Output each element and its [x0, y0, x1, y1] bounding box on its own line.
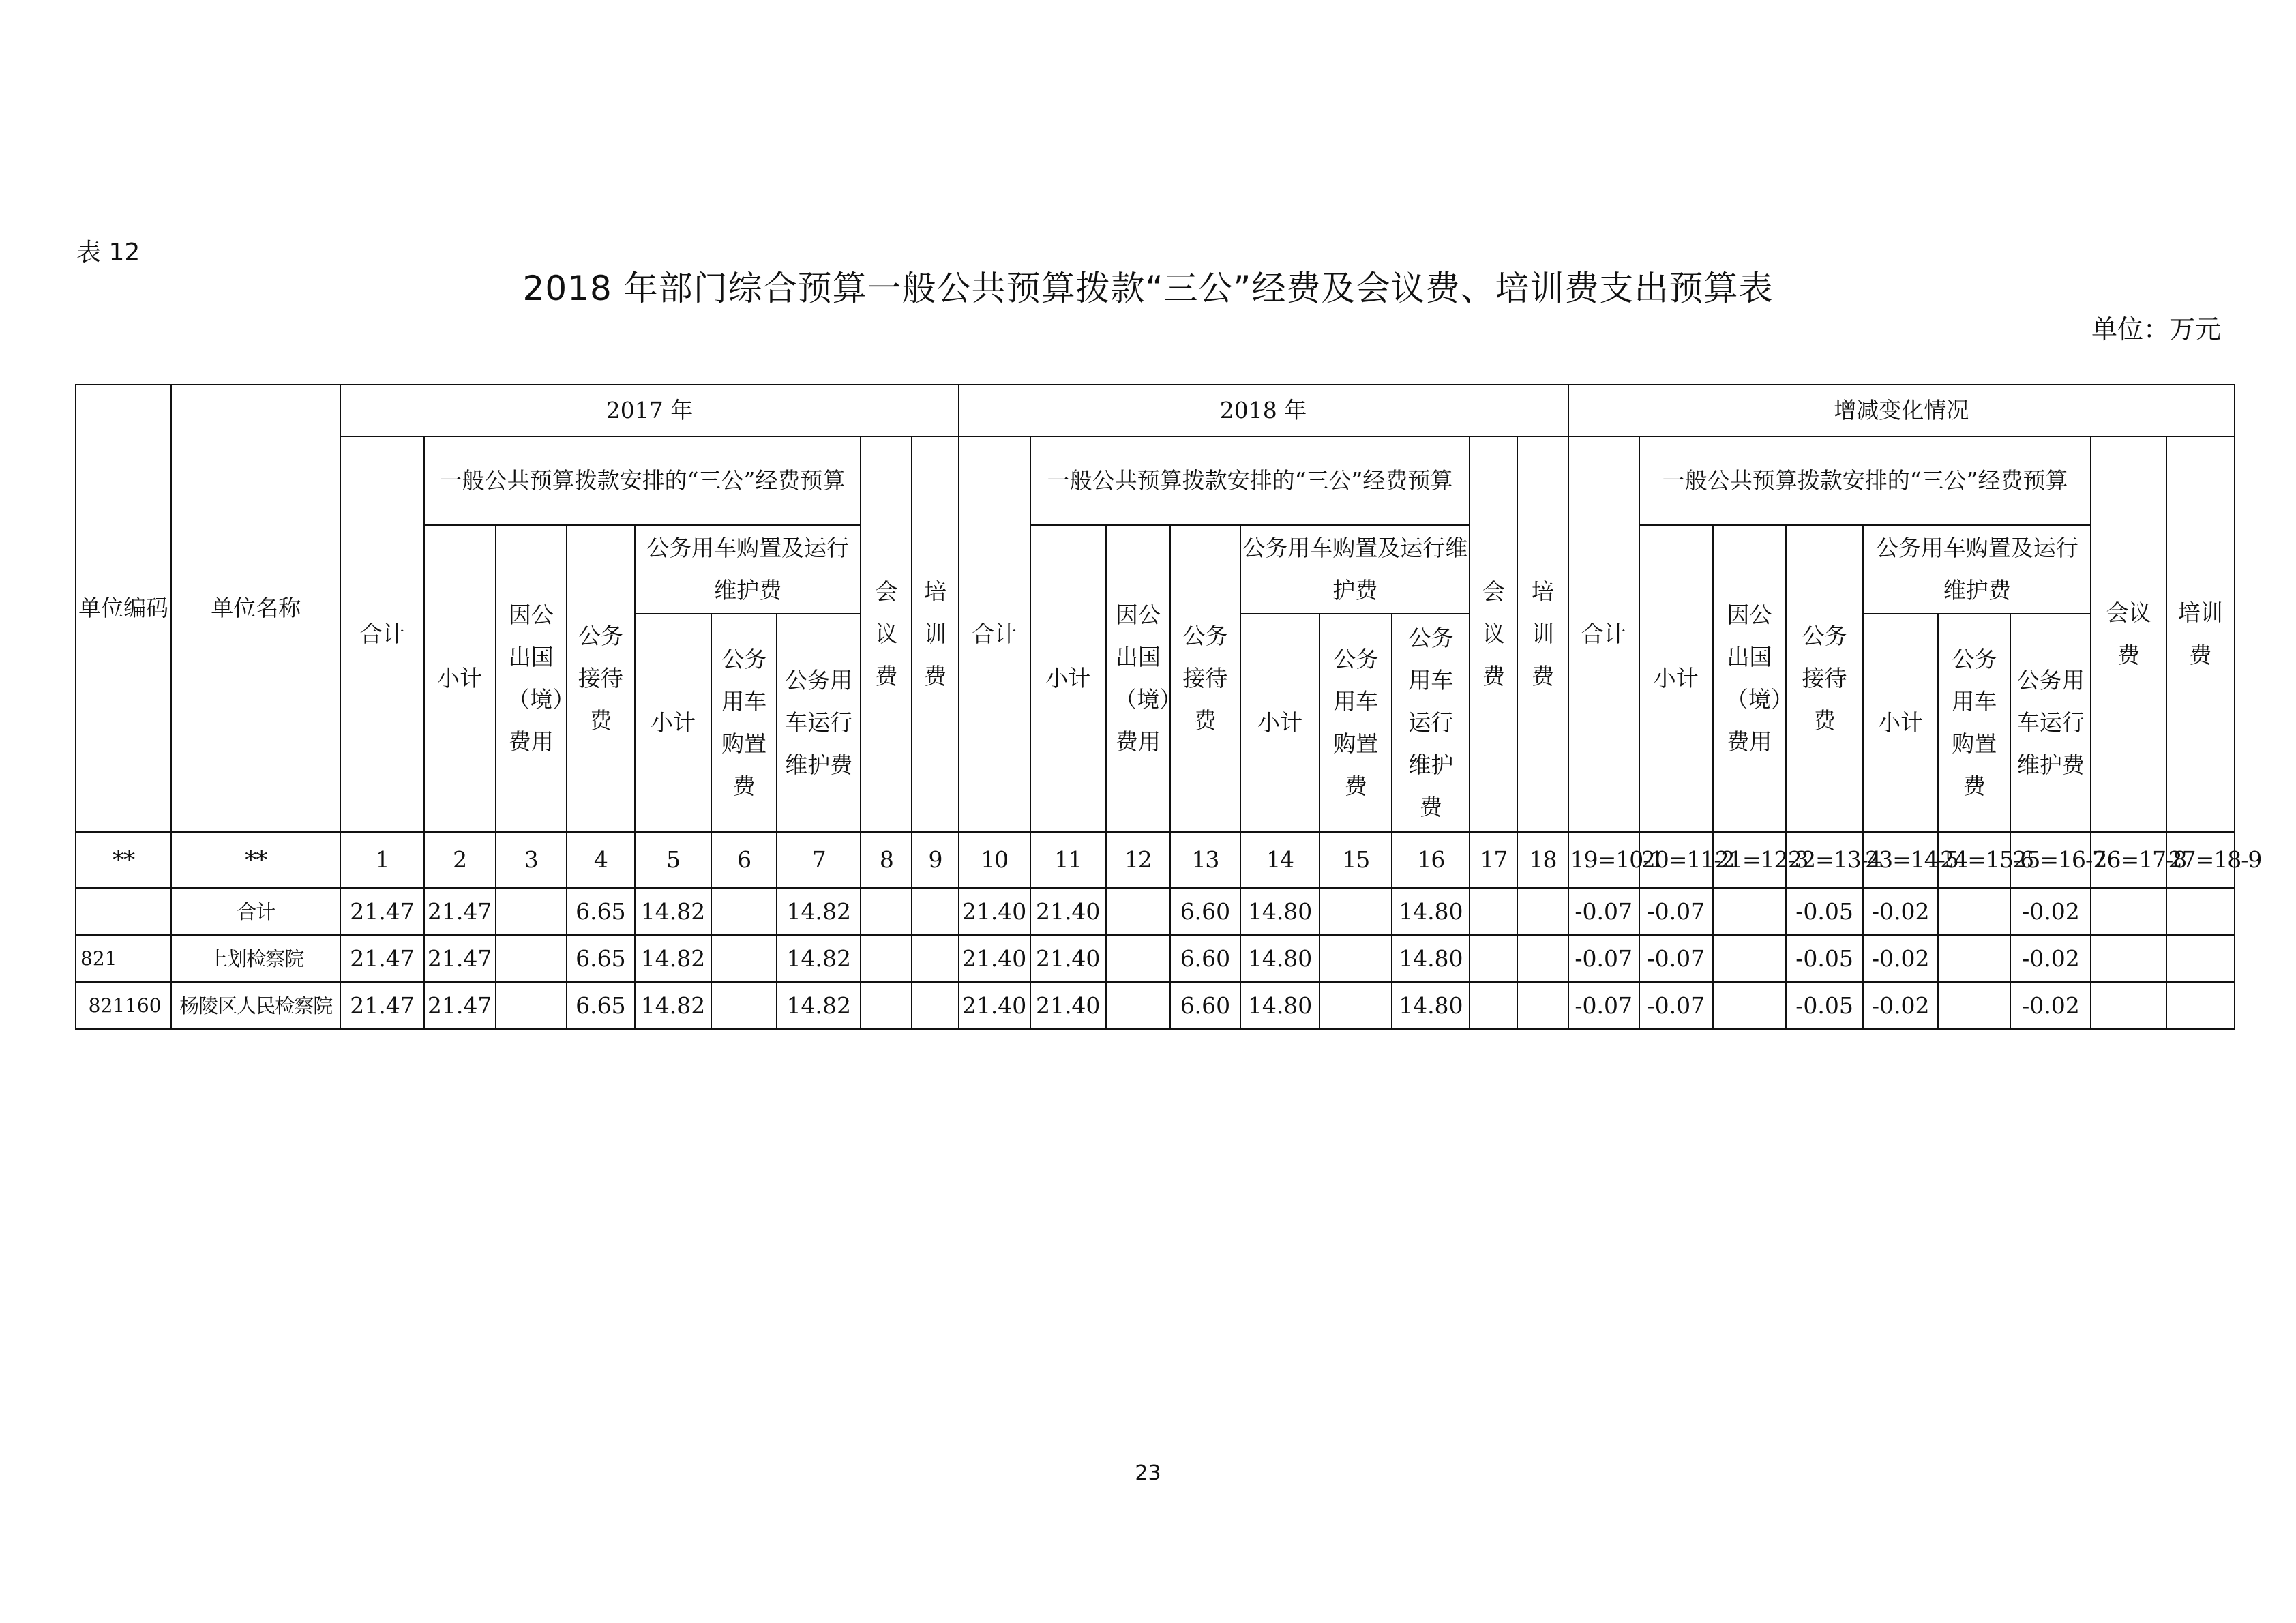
value-cell — [1320, 888, 1392, 935]
index-cell: ** — [76, 832, 171, 888]
value-cell: 14.80 — [1392, 935, 1470, 982]
col-2017-vehicle-subtotal: 小计 — [635, 614, 711, 832]
value-cell: -0.02 — [2010, 935, 2091, 982]
value-cell — [2166, 935, 2235, 982]
value-cell: -0.05 — [1786, 935, 1863, 982]
table-body — [76, 832, 2262, 1029]
value-cell — [861, 888, 912, 935]
value-cell — [711, 982, 777, 1029]
col-2017-training: 培训费 — [912, 436, 958, 832]
group-2018-vehicle: 公务用车购置及运行维护费 — [1240, 525, 1470, 614]
group-2017-sangong: 一般公共预算拨款安排的“三公”经费预算 — [424, 436, 861, 525]
value-cell — [1106, 935, 1170, 982]
value-cell: 21.40 — [1030, 935, 1106, 982]
value-cell: -0.05 — [1786, 982, 1863, 1029]
page-number: 23 — [1135, 1461, 1161, 1485]
value-cell: 21.47 — [424, 982, 496, 1029]
table-row — [76, 888, 2235, 935]
value-cell: -0.07 — [1639, 888, 1713, 935]
value-cell — [912, 888, 958, 935]
unit-code-cell — [76, 888, 171, 935]
value-cell — [912, 935, 958, 982]
group-2018-sangong: 一般公共预算拨款安排的“三公”经费预算 — [1030, 436, 1470, 525]
value-cell — [861, 982, 912, 1029]
value-cell: 21.47 — [424, 888, 496, 935]
value-cell: 21.47 — [340, 982, 423, 1029]
col-change-abroad: 因公出国（境）费用 — [1713, 525, 1786, 832]
index-cell: 26=17-8 — [2091, 832, 2166, 888]
index-cell: 4 — [567, 832, 635, 888]
value-cell: 6.65 — [567, 888, 635, 935]
value-cell: 6.65 — [567, 982, 635, 1029]
index-cell: 16 — [1392, 832, 1470, 888]
budget-table — [75, 384, 2262, 1030]
value-cell — [496, 935, 567, 982]
table-header — [76, 385, 2235, 832]
index-cell: 5 — [635, 832, 711, 888]
value-cell: 21.40 — [1030, 982, 1106, 1029]
value-cell — [711, 888, 777, 935]
value-cell — [2091, 982, 2166, 1029]
value-cell — [1517, 888, 1568, 935]
value-cell — [861, 935, 912, 982]
col-2018-vehicle-purchase: 公务用车购置费 — [1320, 614, 1392, 832]
index-cell: 1 — [340, 832, 423, 888]
index-cell: 20=11-2 — [1639, 832, 1713, 888]
index-cell: 19=10-1 — [1568, 832, 1639, 888]
unit-code-cell: 821160 — [76, 982, 171, 1029]
value-cell: 14.80 — [1392, 888, 1470, 935]
col-change-vehicle-purchase: 公务用车购置费 — [1938, 614, 2010, 832]
index-cell: 23=14-5 — [1863, 832, 1938, 888]
value-cell: 14.82 — [635, 935, 711, 982]
value-cell: -0.02 — [1863, 888, 1938, 935]
index-cell: 6 — [711, 832, 777, 888]
col-change-subtotal: 小计 — [1639, 525, 1713, 832]
value-cell — [1938, 982, 2010, 1029]
value-cell: 21.40 — [959, 888, 1030, 935]
col-2017-total: 合计 — [340, 436, 423, 832]
value-cell: 6.60 — [1170, 888, 1240, 935]
col-change-vehicle-subtotal: 小计 — [1863, 614, 1938, 832]
value-cell: 6.60 — [1170, 982, 1240, 1029]
value-cell: -0.02 — [1863, 935, 1938, 982]
col-change-meeting: 会议费 — [2091, 436, 2166, 832]
value-cell — [1938, 888, 2010, 935]
index-cell: 25=16-7 — [2010, 832, 2091, 888]
value-cell: -0.05 — [1786, 888, 1863, 935]
index-cell: 21=12-3 — [1713, 832, 1786, 888]
col-2017-vehicle-operation: 公务用车运行维护费 — [777, 614, 861, 832]
col-unit-name: 单位名称 — [171, 385, 340, 832]
col-2018-subtotal: 小计 — [1030, 525, 1106, 832]
value-cell — [496, 982, 567, 1029]
unit-label: 单位：万元 — [2091, 314, 2221, 344]
value-cell — [1106, 982, 1170, 1029]
index-cell: 13 — [1170, 832, 1240, 888]
value-cell — [1470, 935, 1517, 982]
col-2017-reception: 公务接待费 — [567, 525, 635, 832]
value-cell: 21.40 — [1030, 888, 1106, 935]
index-cell: 10 — [959, 832, 1030, 888]
col-unit-code: 单位编码 — [76, 385, 171, 832]
value-cell — [1320, 982, 1392, 1029]
col-change-reception: 公务接待费 — [1786, 525, 1863, 832]
index-cell: ** — [171, 832, 340, 888]
col-2017-meeting: 会议费 — [861, 436, 912, 832]
value-cell: -0.07 — [1639, 982, 1713, 1029]
value-cell — [2091, 935, 2166, 982]
value-cell: 21.47 — [424, 935, 496, 982]
value-cell: -0.07 — [1568, 888, 1639, 935]
group-2017-vehicle: 公务用车购置及运行维护费 — [635, 525, 861, 614]
index-cell: 3 — [496, 832, 567, 888]
value-cell — [1713, 982, 1786, 1029]
table-row — [76, 982, 2235, 1029]
value-cell — [1470, 982, 1517, 1029]
col-2018-total: 合计 — [959, 436, 1030, 832]
value-cell: 21.40 — [959, 935, 1030, 982]
group-2017: 2017 年 — [340, 385, 958, 436]
value-cell — [2091, 888, 2166, 935]
value-cell — [2166, 982, 2235, 1029]
col-2018-training: 培训费 — [1517, 436, 1568, 832]
col-2018-vehicle-subtotal: 小计 — [1240, 614, 1320, 832]
group-change-vehicle: 公务用车购置及运行维护费 — [1863, 525, 2091, 614]
value-cell: -0.02 — [1863, 982, 1938, 1029]
index-row — [76, 832, 2235, 888]
group-change: 增减变化情况 — [1568, 385, 2235, 436]
unit-name-cell: 合计 — [171, 888, 340, 935]
value-cell — [1320, 935, 1392, 982]
index-cell: 17 — [1470, 832, 1517, 888]
index-cell: 14 — [1240, 832, 1320, 888]
col-change-total: 合计 — [1568, 436, 1639, 832]
value-cell — [1470, 888, 1517, 935]
value-cell: 14.80 — [1240, 888, 1320, 935]
index-cell: 22=13-4 — [1786, 832, 1863, 888]
index-cell: 11 — [1030, 832, 1106, 888]
unit-name-cell: 杨陵区人民检察院 — [171, 982, 340, 1029]
table-label: 表 12 — [76, 239, 140, 267]
value-cell — [1517, 935, 1568, 982]
value-cell: 14.80 — [1240, 982, 1320, 1029]
value-cell: 21.40 — [959, 982, 1030, 1029]
group-2018: 2018 年 — [959, 385, 1568, 436]
unit-name-cell: 上划检察院 — [171, 935, 340, 982]
index-cell: 24=15-6 — [1938, 832, 2010, 888]
col-2017-subtotal: 小计 — [424, 525, 496, 832]
value-cell: 21.47 — [340, 888, 423, 935]
col-2017-abroad: 因公出国（境）费用 — [496, 525, 567, 832]
unit-code-cell: 821 — [76, 935, 171, 982]
value-cell: -0.02 — [2010, 888, 2091, 935]
value-cell — [496, 888, 567, 935]
value-cell — [2166, 888, 2235, 935]
table-row — [76, 935, 2235, 982]
value-cell: 14.82 — [635, 982, 711, 1029]
value-cell: -0.07 — [1639, 935, 1713, 982]
col-2018-vehicle-operation: 公务用车运行维护费 — [1392, 614, 1470, 832]
value-cell: 21.47 — [340, 935, 423, 982]
value-cell: 6.65 — [567, 935, 635, 982]
index-cell: 12 — [1106, 832, 1170, 888]
index-cell: 18 — [1517, 832, 1568, 888]
value-cell — [1713, 888, 1786, 935]
col-2018-reception: 公务接待费 — [1170, 525, 1240, 832]
col-2018-meeting: 会议费 — [1470, 436, 1517, 832]
value-cell: 6.60 — [1170, 935, 1240, 982]
index-cell: 9 — [912, 832, 958, 888]
value-cell: -0.07 — [1568, 935, 1639, 982]
value-cell — [1517, 982, 1568, 1029]
index-cell: 8 — [861, 832, 912, 888]
value-cell — [912, 982, 958, 1029]
value-cell: 14.82 — [635, 888, 711, 935]
index-cell: 15 — [1320, 832, 1392, 888]
group-change-sangong: 一般公共预算拨款安排的“三公”经费预算 — [1639, 436, 2091, 525]
col-2018-abroad: 因公出国（境）费用 — [1106, 525, 1170, 832]
value-cell — [711, 935, 777, 982]
index-cell: 7 — [777, 832, 861, 888]
value-cell — [1938, 935, 2010, 982]
index-cell: 27=18-9 — [2166, 832, 2235, 888]
index-cell: 2 — [424, 832, 496, 888]
value-cell: 14.82 — [777, 888, 861, 935]
col-2017-vehicle-purchase: 公务用车购置费 — [711, 614, 777, 832]
col-change-training: 培训费 — [2166, 436, 2235, 832]
page-title: 2018 年部门综合预算一般公共预算拨款“三公”经费及会议费、培训费支出预算表 — [522, 269, 1774, 308]
value-cell: -0.07 — [1568, 982, 1639, 1029]
col-change-vehicle-operation: 公务用车运行维护费 — [2010, 614, 2091, 832]
value-cell: 14.82 — [777, 935, 861, 982]
value-cell: 14.80 — [1392, 982, 1470, 1029]
value-cell: -0.02 — [2010, 982, 2091, 1029]
value-cell — [1106, 888, 1170, 935]
value-cell — [1713, 935, 1786, 982]
value-cell: 14.82 — [777, 982, 861, 1029]
value-cell: 14.80 — [1240, 935, 1320, 982]
